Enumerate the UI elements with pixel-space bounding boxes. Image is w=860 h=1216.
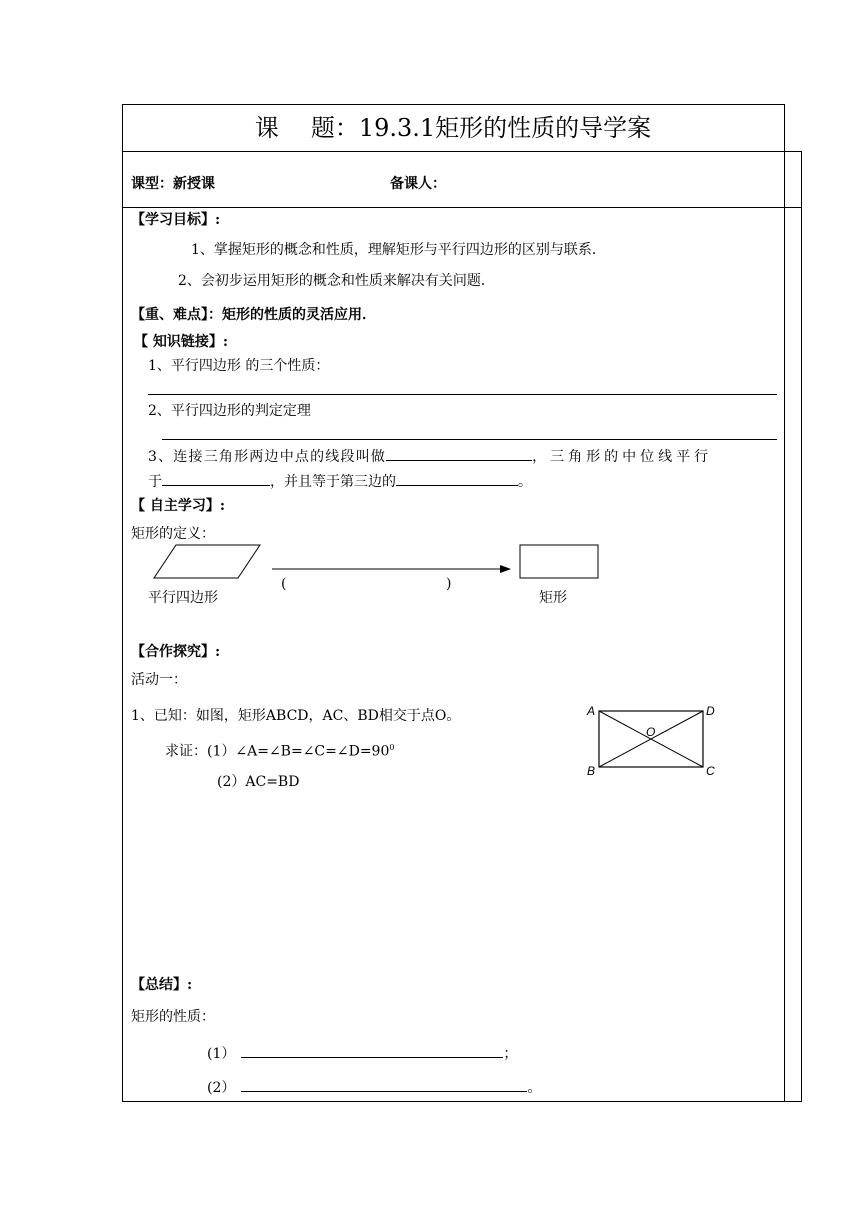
- prove-1-text: 求证：(1）∠A=∠B=∠C=∠D=90: [165, 743, 390, 760]
- link-item-3-text-b: ，三角形的中位线平行: [532, 449, 713, 465]
- degree-superscript: 0: [389, 743, 395, 752]
- frame-bottom: [122, 1101, 802, 1102]
- link-item-3-text-e: 。: [518, 474, 532, 490]
- frame-left: [122, 104, 123, 1102]
- property-item-2: [207, 1077, 541, 1097]
- property-2-label: (2）: [207, 1080, 236, 1096]
- link-item-2: 2、平行四边形的判定定理: [148, 403, 311, 419]
- link-item-1: 1、平行四边形 的三个性质：: [148, 358, 330, 374]
- vertex-label-d: D: [706, 704, 715, 718]
- link-item-3-text-a: 3、连接三角形两边中点的线段叫做: [148, 449, 387, 465]
- vertex-label-a: A: [587, 704, 596, 718]
- property-2-end: 。: [527, 1080, 542, 1096]
- title-prefix: 课: [254, 114, 279, 142]
- fill-blank-3[interactable]: [396, 471, 518, 486]
- links-header: 【 知识链接】:: [134, 334, 229, 350]
- vertex-label-b: B: [587, 764, 596, 778]
- parallelogram-shape: [154, 545, 260, 578]
- preparer: 备课人：: [390, 176, 446, 192]
- link-item-3-line2: [148, 471, 532, 491]
- link-item-3-text-c: 于: [148, 474, 162, 490]
- arrow-head: [500, 565, 511, 573]
- center-label-o: O: [646, 725, 656, 739]
- self-study-header: 【 自主学习】:: [131, 498, 226, 514]
- given-statement: 1、已知：如图，矩形ABCD，AC、BD相交于点O。: [131, 708, 461, 724]
- rectangle-label: 矩形: [539, 589, 567, 605]
- property-1-label: (1）: [207, 1046, 236, 1062]
- property-blank-1[interactable]: [241, 1043, 503, 1058]
- objectives-header: 【学习目标】:: [131, 212, 221, 228]
- answer-line-1: [148, 394, 777, 395]
- frame-right-outer: [801, 151, 802, 1102]
- condition-paren-open: (: [281, 576, 287, 592]
- summary-header: 【总结】:: [131, 977, 193, 993]
- explore-header: 【合作探究】:: [131, 644, 221, 660]
- prove-statement-1: [165, 739, 394, 761]
- page-title: [122, 104, 784, 152]
- title-text: 题：19.3.1矩形的性质的导学案: [310, 114, 652, 142]
- fill-blank-2[interactable]: [162, 471, 270, 486]
- frame-right-inner: [784, 151, 785, 1102]
- course-type: 课型：新授课: [131, 176, 215, 192]
- objective-item-2: 2、会初步运用矩形的概念和性质来解决有关问题．: [178, 273, 495, 289]
- property-1-end: ；: [503, 1046, 518, 1062]
- vertex-label-c: C: [706, 764, 715, 778]
- rectangle-definition: 矩形的定义：: [131, 526, 215, 542]
- rectangle-properties: 矩形的性质：: [131, 1009, 215, 1025]
- parallelogram-label: 平行四边形: [148, 589, 218, 605]
- objective-item-1: 1、掌握矩形的概念和性质，理解矩形与平行四边形的区别与联系．: [191, 242, 606, 258]
- property-item-1: [207, 1043, 517, 1063]
- key-points: 【重、难点】：矩形的性质的灵活应用．: [131, 307, 376, 323]
- rectangle-figure: [582, 700, 722, 782]
- condition-paren-close: ): [446, 576, 452, 592]
- prove-statement-2: (2）AC=BD: [217, 774, 300, 790]
- link-item-3-line1: [148, 446, 712, 466]
- info-row-divider: [122, 207, 802, 208]
- definition-diagram: [140, 538, 620, 588]
- property-blank-2[interactable]: [241, 1077, 527, 1092]
- frame-right-upper: [784, 104, 785, 152]
- activity-one: 活动一：: [131, 672, 187, 688]
- link-item-3-text-d: ，并且等于第三边的: [270, 474, 396, 490]
- rectangle-shape: [520, 545, 598, 578]
- fill-blank-1[interactable]: [386, 446, 532, 461]
- answer-line-2: [162, 439, 777, 440]
